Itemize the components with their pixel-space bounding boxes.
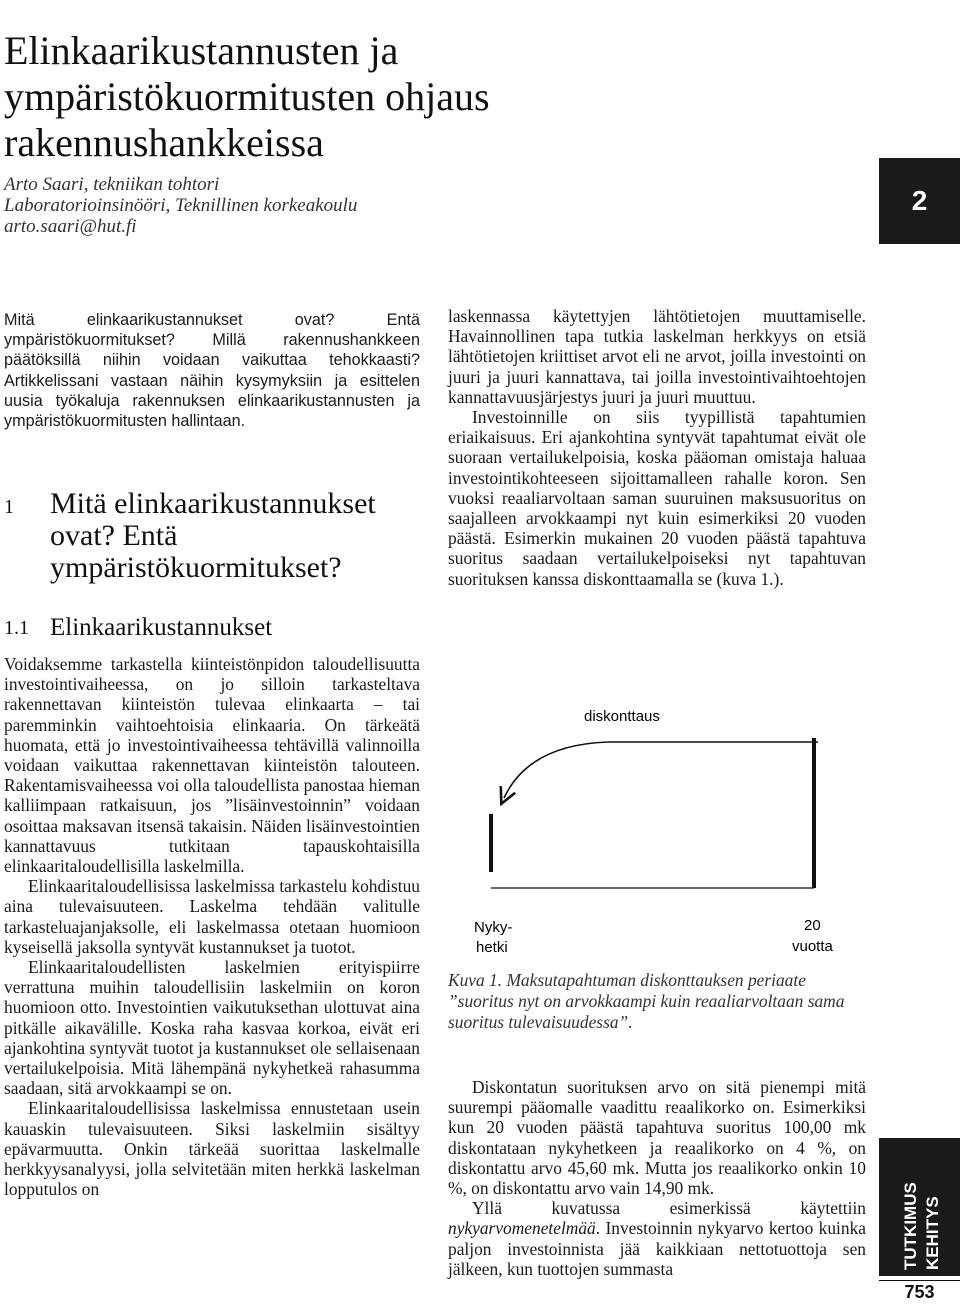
discounting-figure [448, 690, 868, 960]
chapter-tab [879, 158, 960, 244]
figure-label-end: vuotta [792, 938, 833, 955]
body-text: . Investoinnin nykyarvo kertoo kuinka paljon investoinnista jää kaikkiaan nettotuottoja sen jälkeen, kun tuottojen summasta [448, 1218, 866, 1279]
right-column-body-lower [448, 1077, 866, 1279]
caption-text: Kuva 1. Maksutapahtuman diskonttauksen periaate ”suoritus nyt on arvokkaampi kuin reaaliarvoltaan sama suoritus tulevaisuudessa”. [448, 970, 845, 1032]
body-paragraph: laskennassa käytettyjen lähtötietojen muuttamiselle. Havainnollinen tapa tutkia laskelman herkkyys on etsiä lähtötietojen kriittiset arvot eli ne arvot, joilla investointi on juuri ja juuri kannattava, tai joilla investointivaihtoehtojen kannattavuusjärjestys juuri ja juuri muuttuu. [448, 306, 866, 407]
section-number: 1.1 [4, 617, 29, 639]
section-title: Elinkaarikustannukset [50, 614, 273, 641]
present-value-bar [489, 814, 493, 872]
author-name: Arto Saari, tekniikan tohtori [4, 174, 220, 195]
figure-label-discounting: diskonttaus [584, 708, 660, 725]
body-paragraph: Elinkaaritaloudellisissa laskelmissa tarkastelu kohdistuu aina tulevaisuuteen. Laskelma tehdään valitulle tarkasteluajanjaksolle, eli laskelmassa otetaan huomioon kyseisellä jaksolla syntyvät kustannukset ja tuotot. [4, 876, 420, 957]
figure-label-end: 20 [804, 917, 821, 934]
figure-label-now: Nyky- [474, 919, 513, 936]
body-paragraph [448, 1198, 866, 1279]
title-line: rakennushankkeissa [4, 120, 324, 165]
body-paragraph: Voidaksemme tarkastella kiinteistönpidon taloudellisuutta investointivaiheessa, on jo silloin tarkasteltava rakennettavan kiinteistön tulevaa elinkaarta – tai paremminkin vaihtoehtoisia elinkaaria. On tärkeätä huomata, että jo investointivaiheessa tehtävillä valinnoilla voidaan vaikuttaa rakennettavan kiinteistön talouteen. Rakentamisvaiheessa voi olla taloudellista panostaa hieman kalliimpaan ratkaisuun, jos ”lisäinvestoinnin” voidaan osoittaa maksavan itsensä takaisin. Näiden lisäinvestointien kannattavuus tutkitaan tapauskohtaisilla elinkaaritaloudellisilla laskelmilla. [4, 654, 420, 877]
section-number: 1 [4, 496, 14, 518]
author-email: arto.saari@hut.fi [4, 216, 137, 237]
figure-caption [448, 970, 868, 1033]
body-paragraph: Elinkaaritaloudellisissa laskelmissa ennustetaan usein kauaskin tulevaisuuteen. Siksi laskelmiin sisältyy epävarmuutta. Onkin tärkeää suorittaa laskelmalle herkkyysanalyysi, jolla selvitetään miten herkkä laskelman lopputulos on [4, 1098, 420, 1200]
author-affiliation: Laboratorioinsinööri, Teknillinen korkeakoulu [4, 195, 358, 216]
title-line: ympäristökuormitusten ohjaus [4, 74, 490, 119]
page-number: 753 [904, 1282, 935, 1302]
tab-label-research: TUTKIMUS [901, 1182, 920, 1270]
section-title: Mitä elinkaarikustannukset ovat? Entä ympäristökuormitukset? [50, 487, 376, 584]
emphasis-text: nykyarvomenetelmää [448, 1218, 596, 1239]
chapter-number: 2 [911, 185, 928, 216]
section-tab [879, 1138, 960, 1276]
tab-label-development: KEHITYS [923, 1196, 942, 1270]
figure-label-now: hetki [476, 939, 508, 956]
right-column-body [448, 306, 866, 589]
body-text: Yllä kuvatussa esimerkissä käytettiin [472, 1198, 866, 1219]
discount-arrow [504, 742, 818, 798]
title-line: Elinkaarikustannusten ja [4, 28, 399, 73]
body-paragraph: Investoinnille on siis tyypillistä tapahtumien eriaikaisuus. Eri ajankohtina syntyvät tapahtumat eivät ole suoraan vertailukelpoisia, koska pääoman omistaja haluaa investointikohteeseen sijoittamalleen rahalle koron. Sen vuoksi reaaliarvoltaan saman suuruinen maksusuoritus on saajalleen arvokkaampi nyt kuin esimerkiksi 20 vuoden päästä. Esimerkin mukainen 20 vuoden päästä tapahtuva suoritus saadaan vertailukelpoiseksi nyt tapahtuvan suorituksen kanssa diskonttaamalla se (kuva 1.). [448, 407, 866, 589]
article-title [4, 28, 704, 166]
intro-paragraph [4, 310, 420, 431]
left-column-body [4, 654, 420, 1199]
intro-text: Mitä elinkaarikustannukset ovat? Entä ympäristökuormitukset? Millä rakennushankkeen päätöksillä niihin voidaan vaikuttaa tehokkaasti? Artikkelissani vastaan näihin kysymyksiin ja esittelen uusia työkaluja rakennuksen elinkaarikustannusten ja ympäristökuormitusten hallintaan. [4, 311, 420, 431]
body-paragraph: Elinkaaritaloudellisten laskelmien erityispiirre verrattuna muihin taloudellisiin laskelmiin on koron huomioon otto. Investointien vaikutuksethan ulottuvat aina pitkälle aikavälille. Koska raha kasvaa korkoa, eivät eri ajankohtina syntyvät tuotot ja kustannukset ole sellaisenaan vertailukelpoisia. Mitä lähempänä nykyhetkeä rahasumma saadaan, sitä arvokkaampi se on. [4, 957, 420, 1099]
author-block [4, 174, 357, 237]
page-divider [879, 1280, 960, 1281]
body-paragraph: Diskontatun suorituksen arvo on sitä pienempi mitä suurempi pääomalle vaadittu reaalikorko on. Esimerkiksi kun 20 vuoden päästä tapahtuva suoritus 100,00 mk diskontataan nykyhetkeen ja reaalikorko on 4 %, on diskontattu arvo 45,60 mk. Mutta jos reaalikorko onkin 10 %, on diskontattu arvo vain 14,90 mk. [448, 1077, 866, 1199]
future-value-bar [812, 738, 816, 888]
